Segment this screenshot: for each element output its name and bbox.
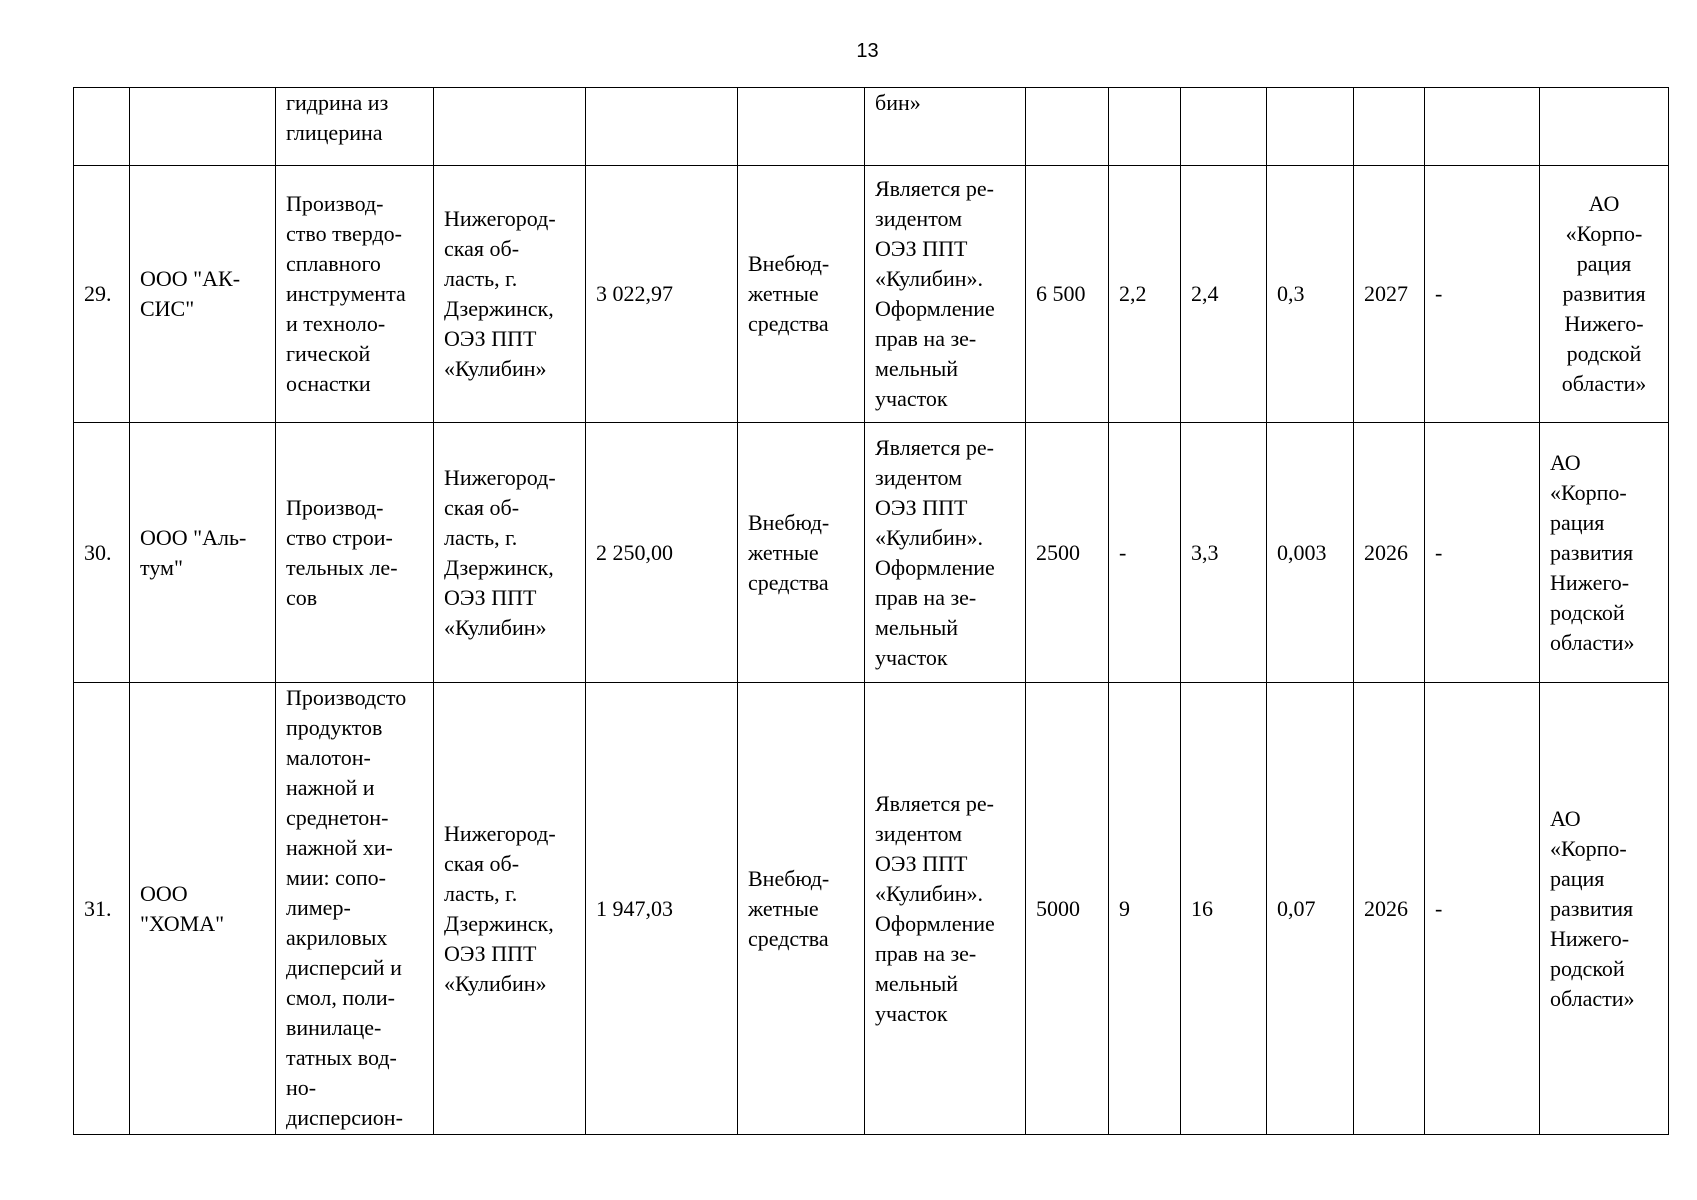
project-status: Является ре- зидентом ОЭЗ ППТ «Кулибин». Оформление прав на зе- мельный участок	[865, 423, 1026, 683]
project-status: Является ре- зидентом ОЭЗ ППТ «Кулибин». Оформление прав на зе- мельный участок	[865, 683, 1026, 1135]
value-cell: -	[1425, 423, 1540, 683]
investment-amount	[586, 88, 738, 166]
value-cell: 2,4	[1181, 166, 1267, 423]
organization-name: ООО "ХОМА"	[130, 683, 276, 1135]
value-cell: 3,3	[1181, 423, 1267, 683]
investment-projects-table	[73, 87, 1669, 1135]
responsible-org: АО «Корпо- рация развития Нижего- родской области»	[1540, 683, 1669, 1135]
funding-source: Внебюд- жетные средства	[738, 683, 865, 1135]
responsible-org	[1540, 88, 1669, 166]
year-cell: 2026	[1354, 683, 1425, 1135]
organization-name	[130, 88, 276, 166]
investment-amount: 2 250,00	[586, 423, 738, 683]
investment-amount: 1 947,03	[586, 683, 738, 1135]
project-location: Нижегород- ская об- ласть, г. Дзержинск, ОЭЗ ППТ «Кулибин»	[434, 683, 586, 1135]
responsible-org: АО «Корпо- рация развития Нижего- родской области»	[1540, 423, 1669, 683]
value-cell: -	[1109, 423, 1181, 683]
funding-source: Внебюд- жетные средства	[738, 166, 865, 423]
project-status: бин»	[865, 88, 1026, 166]
value-cell: 0,3	[1267, 166, 1354, 423]
table-row	[74, 423, 1669, 683]
funding-source	[738, 88, 865, 166]
project-location: Нижегород- ская об- ласть, г. Дзержинск, ОЭЗ ППТ «Кулибин»	[434, 423, 586, 683]
row-number: 31.	[74, 683, 130, 1135]
organization-name: ООО "Аль- тум"	[130, 423, 276, 683]
value-cell	[1267, 88, 1354, 166]
project-description: гидрина из глицерина	[276, 88, 434, 166]
year-cell	[1354, 88, 1425, 166]
year-cell: 2027	[1354, 166, 1425, 423]
row-number: 30.	[74, 423, 130, 683]
year-cell: 2026	[1354, 423, 1425, 683]
value-cell: 2,2	[1109, 166, 1181, 423]
row-number	[74, 88, 130, 166]
table-row	[74, 88, 1669, 166]
value-cell: 2500	[1026, 423, 1109, 683]
project-location	[434, 88, 586, 166]
organization-name: ООО "АК- СИС"	[130, 166, 276, 423]
page-number: 13	[856, 40, 879, 62]
funding-source: Внебюд- жетные средства	[738, 423, 865, 683]
value-cell: -	[1425, 683, 1540, 1135]
value-cell	[1109, 88, 1181, 166]
table-row	[74, 683, 1669, 1135]
value-cell: 9	[1109, 683, 1181, 1135]
value-cell	[1425, 88, 1540, 166]
project-description: Производсто продуктов малотон- нажной и среднетон- нажной хи- мии: сопо- лимер- акриловых дисперсий и смол, поли- винилаце- татных вод- но- дисперсион-	[276, 683, 434, 1135]
project-status: Является ре- зидентом ОЭЗ ППТ «Кулибин». Оформление прав на зе- мельный участок	[865, 166, 1026, 423]
project-description: Производ- ство твердо- сплавного инструмента и техноло- гической оснастки	[276, 166, 434, 423]
value-cell: 16	[1181, 683, 1267, 1135]
value-cell	[1181, 88, 1267, 166]
responsible-org: АО «Корпо- рация развития Нижего- родской области»	[1540, 166, 1669, 423]
value-cell: 6 500	[1026, 166, 1109, 423]
investment-amount: 3 022,97	[586, 166, 738, 423]
project-location: Нижегород- ская об- ласть, г. Дзержинск, ОЭЗ ППТ «Кулибин»	[434, 166, 586, 423]
row-number: 29.	[74, 166, 130, 423]
value-cell	[1026, 88, 1109, 166]
project-description: Производ- ство строи- тельных ле- сов	[276, 423, 434, 683]
value-cell: 0,07	[1267, 683, 1354, 1135]
table-row	[74, 166, 1669, 423]
value-cell: -	[1425, 166, 1540, 423]
value-cell: 0,003	[1267, 423, 1354, 683]
value-cell: 5000	[1026, 683, 1109, 1135]
